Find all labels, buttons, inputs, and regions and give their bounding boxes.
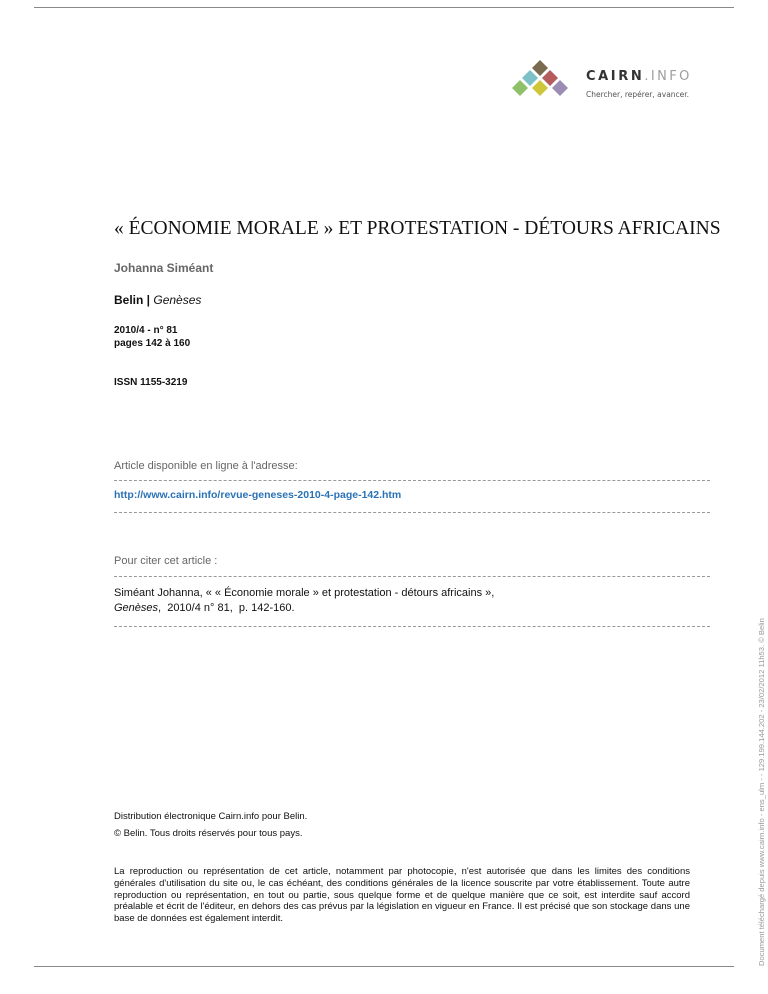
bottom-rule	[34, 966, 734, 967]
logo-tagline: Chercher, repérer, avancer.	[586, 90, 690, 99]
issn: ISSN 1155-3219	[114, 377, 188, 388]
cairn-logo[interactable]	[510, 58, 710, 110]
publisher-name: Belin	[114, 293, 144, 307]
download-stamp: Document téléchargé depuis www.cairn.info - ens_ulm - - 129.199.144.202 - 23/02/2012 11h53. © Belin	[757, 618, 766, 966]
citation-label: Pour citer cet article :	[114, 555, 218, 567]
logo-name: CAIRN	[586, 69, 645, 84]
citation-line-1: Siméant Johanna, « « Économie morale » et protestation - détours africains »,	[114, 587, 495, 599]
top-rule	[34, 7, 734, 8]
article-author: Johanna Siméant	[114, 261, 214, 275]
publisher-separator: |	[143, 293, 154, 307]
publisher-line	[114, 293, 201, 307]
cairn-diamonds-icon	[510, 58, 580, 110]
dashed-divider	[114, 480, 710, 481]
dashed-divider	[114, 576, 710, 577]
citation-details: , 2010/4 n° 81, p. 142-160.	[158, 602, 295, 614]
logo-wordmark	[586, 69, 692, 84]
dashed-divider	[114, 512, 710, 513]
article-url-link[interactable]: http://www.cairn.info/revue-geneses-2010-4-page-142.htm	[114, 489, 402, 501]
citation-line-2	[114, 601, 710, 616]
page-range: pages 142 à 160	[114, 338, 191, 349]
logo-extension: .INFO	[644, 69, 692, 84]
availability-label: Article disponible en ligne à l'adresse:	[114, 460, 298, 472]
issue-info	[114, 324, 190, 350]
issue-number: 2010/4 - n° 81	[114, 325, 178, 336]
rights-note: © Belin. Tous droits réservés pour tous pays.	[114, 828, 303, 839]
citation-journal: Genèses	[114, 602, 159, 614]
citation-text	[114, 586, 710, 616]
distribution-note: Distribution électronique Cairn.info pour Belin.	[114, 811, 308, 822]
article-title: « ÉCONOMIE MORALE » ET PROTESTATION - DÉTOURS AFRICAINS	[114, 218, 721, 239]
journal-name: Genèses	[153, 293, 202, 307]
dashed-divider	[114, 626, 710, 627]
legal-notice: La reproduction ou représentation de cet article, notamment par photocopie, n'est autorisée que dans les limites des conditions générales d'utilisation du site ou, le cas échéant, des conditions générales de la licence souscrite par votre établissement. Toute autre reproduction ou représentation, en tout ou partie, sous quelque forme et de quelque manière que ce soit, est interdite sauf accord préalable et écrit de l'éditeur, en dehors des cas prévus par la législation en vigueur en France. Il est précisé que son stockage dans une base de données est également interdit.	[114, 866, 690, 925]
